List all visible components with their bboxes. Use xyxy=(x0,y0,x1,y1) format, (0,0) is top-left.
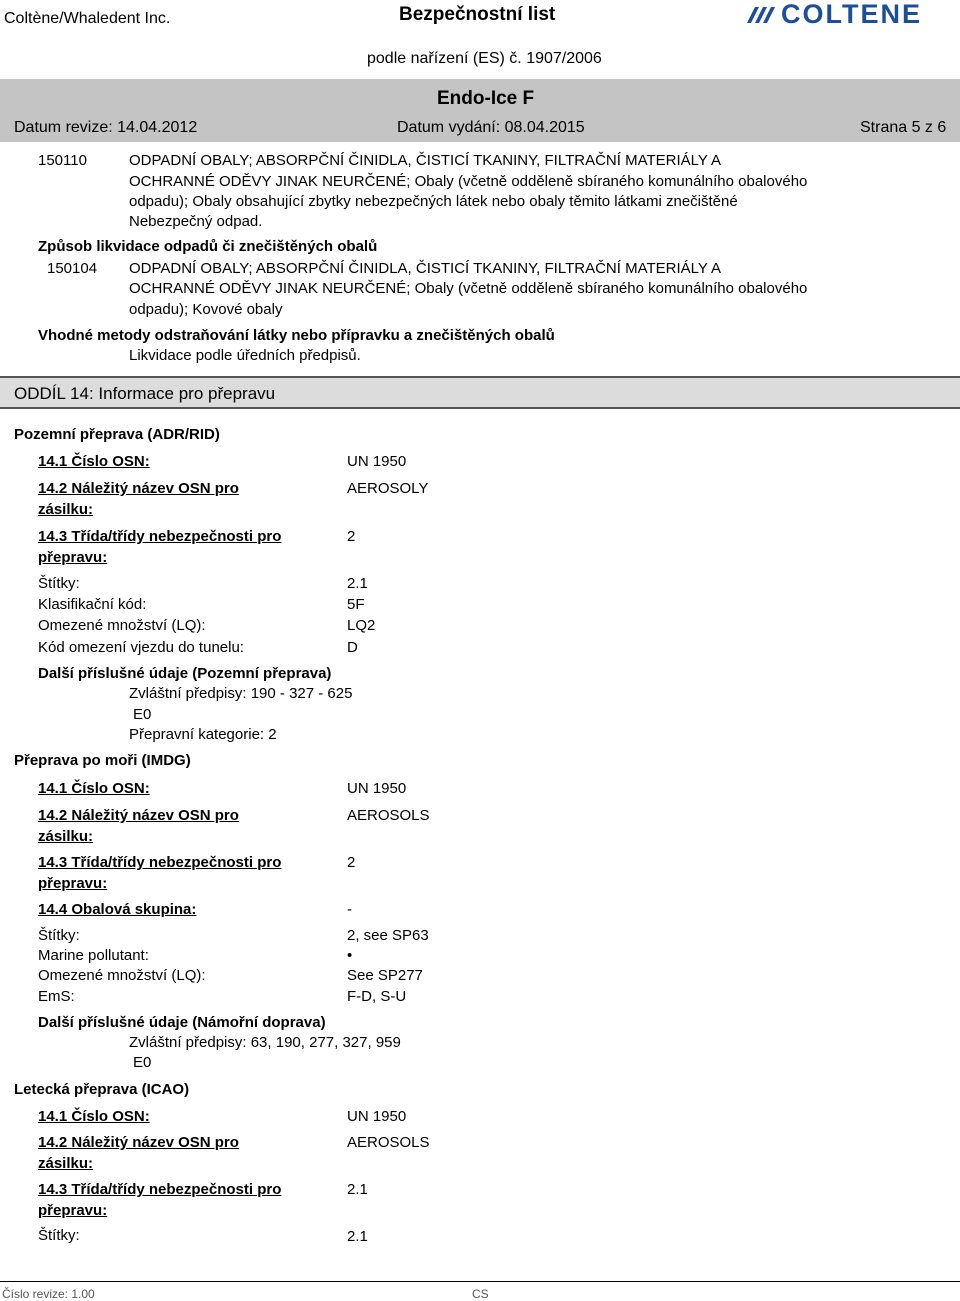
adr-lq-value: LQ2 xyxy=(347,617,376,634)
adr-classcode-label: Klasifikační kód: xyxy=(38,596,147,613)
adr-class-label-line2: přepravu: xyxy=(38,549,108,566)
imdg-class-value: 2 xyxy=(347,854,356,871)
waste-text-1-line4: Nebezpečný odpad. xyxy=(129,213,263,230)
imdg-pg-label: 14.4 Obalová skupina: xyxy=(38,901,197,918)
adr-labels-value: 2.1 xyxy=(347,575,368,592)
imdg-marine-value: • xyxy=(347,947,353,964)
imdg-ems-value: F-D, S-U xyxy=(347,988,407,1005)
adr-class-label-line1: 14.3 Třída/třídy nebezpečnosti pro xyxy=(38,528,282,545)
section-14-title: ODDÍL 14: Informace pro přepravu xyxy=(14,384,276,403)
imdg-labels-value: 2, see SP63 xyxy=(347,927,429,944)
imdg-extra-line2: E0 xyxy=(133,1054,152,1071)
imdg-extra-line1: Zvláštní předpisy: 63, 190, 277, 327, 959 xyxy=(129,1034,401,1051)
revision-date: Datum revize: 14.04.2012 xyxy=(14,119,198,136)
icao-name-label-line1: 14.2 Náležitý název OSN pro xyxy=(38,1134,239,1151)
adr-tunnel-value: D xyxy=(347,639,358,656)
coltene-logo xyxy=(745,0,940,29)
adr-class-value: 2 xyxy=(347,528,356,545)
adr-un-label: 14.1 Číslo OSN: xyxy=(38,453,150,470)
waste-code-2: 150104 xyxy=(47,260,98,277)
icao-labels-value: 2.1 xyxy=(347,1228,368,1245)
adr-name-value: AEROSOLY xyxy=(347,480,429,497)
imdg-un-label: 14.1 Číslo OSN: xyxy=(38,780,150,797)
logo-text: COLTENE xyxy=(781,0,922,29)
imdg-marine-label: Marine pollutant: xyxy=(38,947,149,964)
imdg-extra-heading: Další příslušné údaje (Námořní doprava) xyxy=(38,1014,326,1031)
imdg-name-label-line1: 14.2 Náležitý název OSN pro xyxy=(38,807,239,824)
adr-extra-line1: Zvláštní předpisy: 190 - 327 - 625 xyxy=(129,685,353,702)
waste-text-1-line1: ODPADNÍ OBALY; ABSORPČNÍ ČINIDLA, ČISTICÍ TKANINY, FILTRAČNÍ MATERIÁLY A xyxy=(129,152,721,169)
adr-lq-label: Omezené množství (LQ): xyxy=(38,617,206,634)
imdg-un-value: UN 1950 xyxy=(347,780,407,797)
icao-un-value: UN 1950 xyxy=(347,1108,407,1125)
imdg-heading: Přeprava po moři (IMDG) xyxy=(14,752,191,769)
adr-name-label-line2: zásilku: xyxy=(38,501,94,518)
waste-text-2-line2: OCHRANNÉ ODĚVY JINAK NEURČENÉ; Obaly (včetně odděleně sbíraného komunálního obalového xyxy=(129,280,808,297)
product-name: Endo-Ice F xyxy=(437,88,535,109)
waste-text-1-line3: odpadu); Obaly obsahující zbytky nebezpečných látek nebo obaly těmito látkami znečištěné xyxy=(129,193,738,210)
waste-text-2-line1: ODPADNÍ OBALY; ABSORPČNÍ ČINIDLA, ČISTICÍ TKANINY, FILTRAČNÍ MATERIÁLY A xyxy=(129,260,721,277)
adr-un-value: UN 1950 xyxy=(347,453,407,470)
footer-language: CS xyxy=(472,1287,489,1301)
imdg-name-label-line2: zásilku: xyxy=(38,828,94,845)
icao-name-label-line2: zásilku: xyxy=(38,1155,94,1172)
footer-revision-number: Číslo revize: 1.00 xyxy=(2,1287,95,1301)
imdg-class-label-line2: přepravu: xyxy=(38,875,108,892)
icao-name-value: AEROSOLS xyxy=(347,1134,430,1151)
icao-class-label-line1: 14.3 Třída/třídy nebezpečnosti pro xyxy=(38,1181,282,1198)
adr-name-label-line1: 14.2 Náležitý název OSN pro xyxy=(38,480,239,497)
imdg-labels-label: Štítky: xyxy=(38,927,80,944)
icao-labels-label: Štítky: xyxy=(38,1227,80,1244)
document-title: Bezpečnostní list xyxy=(399,4,556,25)
adr-classcode-value: 5F xyxy=(347,596,365,613)
imdg-lq-value: See SP277 xyxy=(347,967,423,984)
imdg-class-label-line1: 14.3 Třída/třídy nebezpečnosti pro xyxy=(38,854,282,871)
imdg-pg-value: - xyxy=(347,901,352,918)
adr-extra-heading: Další příslušné údaje (Pozemní přeprava) xyxy=(38,665,332,682)
adr-extra-line3: Přepravní kategorie: 2 xyxy=(129,726,277,743)
waste-text-2-line3: odpadu); Kovové obaly xyxy=(129,301,283,318)
methods-heading: Vhodné metody odstraňování látky nebo přípravku a znečištěných obalů xyxy=(38,327,555,344)
adr-tunnel-label: Kód omezení vjezdu do tunelu: xyxy=(38,639,244,656)
icao-class-label-line2: přepravu: xyxy=(38,1202,108,1219)
page-number: Strana 5 z 6 xyxy=(860,119,947,136)
icao-un-label: 14.1 Číslo OSN: xyxy=(38,1108,150,1125)
icao-heading: Letecká přeprava (ICAO) xyxy=(14,1081,190,1098)
regulation-text: podle nařízení (ES) č. 1907/2006 xyxy=(367,50,602,67)
issue-date: Datum vydání: 08.04.2015 xyxy=(397,119,585,136)
waste-code-1: 150110 xyxy=(38,152,87,169)
imdg-name-value: AEROSOLS xyxy=(347,807,430,824)
icao-class-value: 2.1 xyxy=(347,1181,368,1198)
methods-text: Likvidace podle úředních předpisů. xyxy=(129,347,361,364)
adr-heading: Pozemní přeprava (ADR/RID) xyxy=(14,426,220,443)
adr-labels-label: Štítky: xyxy=(38,575,80,592)
waste-text-1-line2: OCHRANNÉ ODĚVY JINAK NEURČENÉ; Obaly (včetně odděleně sbíraného komunálního obalového xyxy=(129,173,808,190)
footer-divider xyxy=(0,1281,960,1282)
imdg-ems-label: EmS: xyxy=(38,988,75,1005)
imdg-lq-label: Omezené množství (LQ): xyxy=(38,967,206,984)
company-name: Coltène/Whaledent Inc. xyxy=(4,10,171,27)
disposal-heading: Způsob likvidace odpadů či znečištěných obalů xyxy=(38,238,378,255)
adr-extra-line2: E0 xyxy=(133,706,152,723)
